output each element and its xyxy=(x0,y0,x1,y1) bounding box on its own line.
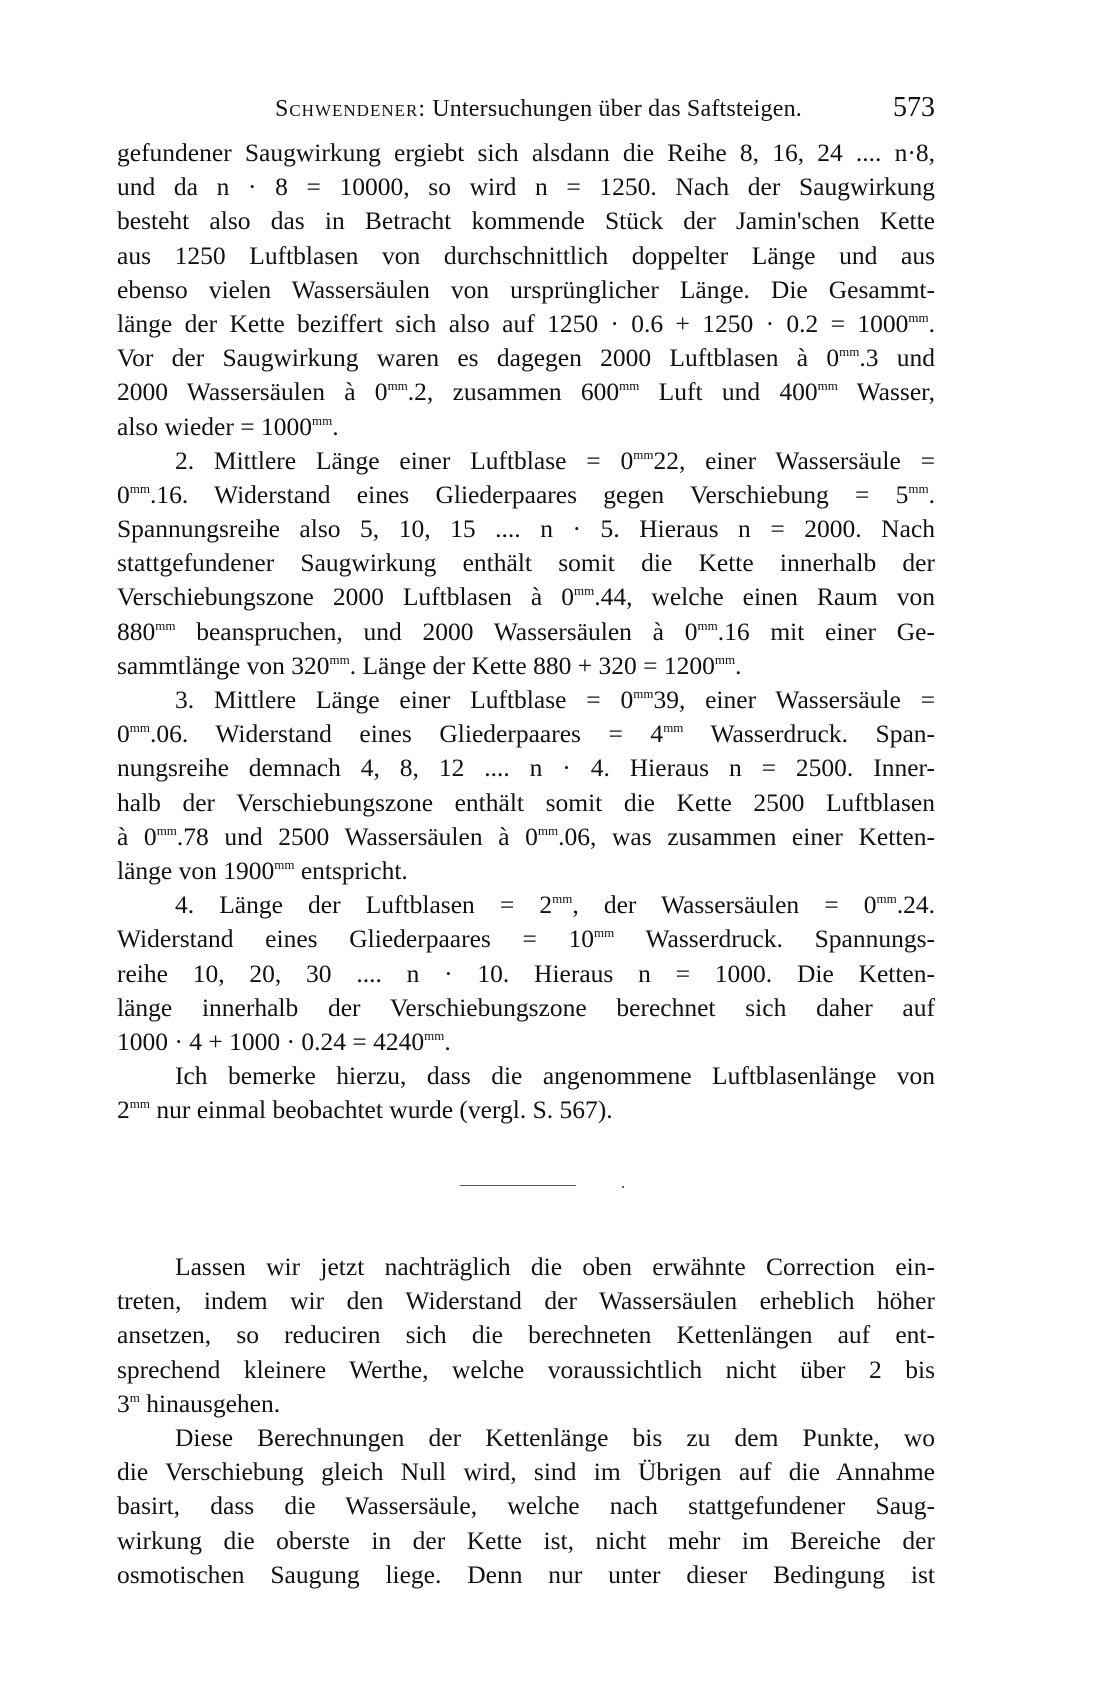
unit-superscript: mm xyxy=(537,822,559,838)
text-line: länge von $1900^{mm}$ entspricht. xyxy=(117,855,408,885)
unit-superscript: mm xyxy=(424,1027,445,1043)
unit-superscript: mm xyxy=(129,720,150,736)
text-line: Spannungsreihe also 5, 10, 15 .... n · 5. Hieraus n = 2000. Nach xyxy=(117,514,935,544)
text-line: wirkung die oberste in der Kette ist, nicht mehr im Bereiche der xyxy=(117,1525,935,1555)
unit-superscript: mm xyxy=(697,617,718,633)
text-line: Widerstand eines Gliederpaares = $10^{mm}$ Wasserdruck. Spannungs- xyxy=(117,924,935,954)
text-block-correction xyxy=(117,1250,935,1592)
unit-superscript: m xyxy=(129,1389,140,1405)
unit-superscript: mm xyxy=(311,412,333,428)
text-block-calculations xyxy=(117,136,935,1127)
unit-superscript: mm xyxy=(633,686,654,701)
text-line: treten, indem wir den Widerstand der Wassersäulen erheblich höher xyxy=(117,1286,935,1316)
text-line: länge innerhalb der Verschiebungszone berechnet sich daher auf xyxy=(117,992,935,1022)
text-line: à $0^{mm}.78$ und 2500 Wassersäulen à $0^{mm}.06$, was zusammen einer Ketten- xyxy=(117,821,935,851)
text-line: basirt, dass die Wassersäule, welche nach stattgefundener Saug- xyxy=(117,1491,935,1521)
unit-superscript: mm xyxy=(817,378,838,394)
unit-superscript: mm xyxy=(839,344,860,360)
text-line: halb der Verschiebungszone enthält somit die Kette 2500 Luftblasen xyxy=(117,787,935,817)
unit-superscript: mm xyxy=(552,891,573,907)
text-line: die Verschiebung gleich Null wird, sind im Übrigen auf die Annahme xyxy=(117,1457,935,1487)
stray-dot xyxy=(622,1186,624,1188)
text-line: sammtlänge von $320^{mm}$. Länge der Kette $880 + 320 = 1200^{mm}$. xyxy=(117,650,742,680)
page-number: 573 xyxy=(893,92,935,123)
unit-superscript: mm xyxy=(129,480,150,496)
unit-superscript: mm xyxy=(619,378,640,394)
text-line: Ich bemerke hierzu, dass die angenommene Luftblasenlänge von xyxy=(175,1061,935,1091)
text-line: reihe 10, 20, 30 .... n · 10. Hieraus n = 1000. Die Ketten- xyxy=(117,958,935,988)
text-line: aus 1250 Luftblasen von durchschnittlich doppelter Länge und aus xyxy=(117,240,935,270)
text-line: besteht also das in Betracht kommende Stück der Jamin'schen Kette xyxy=(117,206,935,236)
unit-superscript: mm xyxy=(633,446,654,462)
text-line: 3$^m$ hinausgehen. xyxy=(117,1388,281,1418)
text-line: also wieder = $1000^{mm}$. xyxy=(117,411,339,441)
unit-superscript: mm xyxy=(156,822,177,838)
unit-superscript: mm xyxy=(594,925,615,941)
text-line: $2^{mm}$ nur einmal beobachtet wurde (vergl. S. 567). xyxy=(117,1095,613,1125)
text-line: 2. Mittlere Länge einer Luftblase = $0^{mm}22$, einer Wassersäule = xyxy=(175,445,936,475)
running-header xyxy=(117,92,935,136)
text-line: 4. Länge der Luftblasen = $2^{mm}$, der Wassersäulen = $0^{mm}.24$. xyxy=(175,890,935,920)
unit-superscript: mm xyxy=(714,651,736,667)
text-line: gefundener Saugwirkung ergiebt sich alsdann die Reihe 8, 16, 24 .... n·8, xyxy=(117,138,935,167)
text-line: und da n · 8 = 10000, so wird n = 1250. Nach der Saugwirkung xyxy=(117,172,935,202)
text-line: ansetzen, so reduciren sich die berechneten Kettenlängen auf ent- xyxy=(117,1320,935,1350)
unit-superscript: mm xyxy=(329,651,350,667)
section-divider-rule xyxy=(460,1185,576,1186)
text-line: sprechend kleinere Werthe, welche voraussichtlich nicht über 2 bis xyxy=(117,1354,935,1384)
text-line: Lassen wir jetzt nachträglich die oben erwähnte Correction ein- xyxy=(175,1252,935,1281)
text-line: $1000 \cdot 4 + 1000 \cdot 0.24 = 4240^{mm}$. xyxy=(117,1026,451,1056)
text-line: 3. Mittlere Länge einer Luftblase = $0^{mm}39$, einer Wassersäule = xyxy=(175,685,936,714)
article-title: Untersuchungen über das Saftsteigen. xyxy=(432,96,802,122)
unit-superscript: mm xyxy=(663,720,684,736)
unit-superscript: mm xyxy=(155,617,176,633)
text-line: $0^{mm}.16$. Widerstand eines Gliederpaares gegen Verschiebung = $5^{mm}$. xyxy=(117,479,935,509)
unit-superscript: mm xyxy=(274,856,295,872)
unit-superscript: mm xyxy=(908,480,929,496)
text-line: ebenso vielen Wassersäulen von ursprünglicher Länge. Die Gesammt- xyxy=(117,274,935,304)
text-line: Vor der Saugwirkung waren es dagegen 2000 Luftblasen à $0^{mm}.3$ und xyxy=(117,343,936,373)
text-line: Diese Berechnungen der Kettenlänge bis zu dem Punkte, wo xyxy=(175,1422,935,1452)
text-line: stattgefundener Saugwirkung enthält somit die Kette innerhalb der xyxy=(117,548,935,578)
unit-superscript: mm xyxy=(387,378,408,394)
text-line: 2000 Wassersäulen à $0^{mm}.2$, zusammen $600^{mm}$ Luft und $400^{mm}$ Wasser, xyxy=(117,377,935,407)
unit-superscript: mm xyxy=(573,583,595,599)
text-line: $880^{mm}$ beanspruchen, und 2000 Wassersäulen à $0^{mm}.16$ mit einer Ge- xyxy=(117,616,935,646)
text-line: nungsreihe demnach 4, 8, 12 .... n · 4. Hieraus n = 2500. Inner- xyxy=(117,753,935,783)
unit-superscript: mm xyxy=(908,309,929,325)
author-name: Schwendener: xyxy=(275,96,426,122)
text-line: osmotischen Saugung liege. Denn nur unter dieser Bedingung ist xyxy=(117,1559,935,1589)
text-line: länge der Kette beziffert sich also auf $1250 \cdot 0.6 + 1250 \cdot 0.2 = 1000^{mm}$. xyxy=(117,308,935,338)
text-line: Verschiebungszone 2000 Luftblasen à $0^{mm}.44$, welche einen Raum von xyxy=(117,582,936,612)
running-title xyxy=(275,96,802,123)
text-line: $0^{mm}.06$. Widerstand eines Gliederpaares = $4^{mm}$ Wasserdruck. Span- xyxy=(117,719,936,749)
unit-superscript: mm xyxy=(876,891,897,907)
unit-superscript: mm xyxy=(129,1096,150,1112)
